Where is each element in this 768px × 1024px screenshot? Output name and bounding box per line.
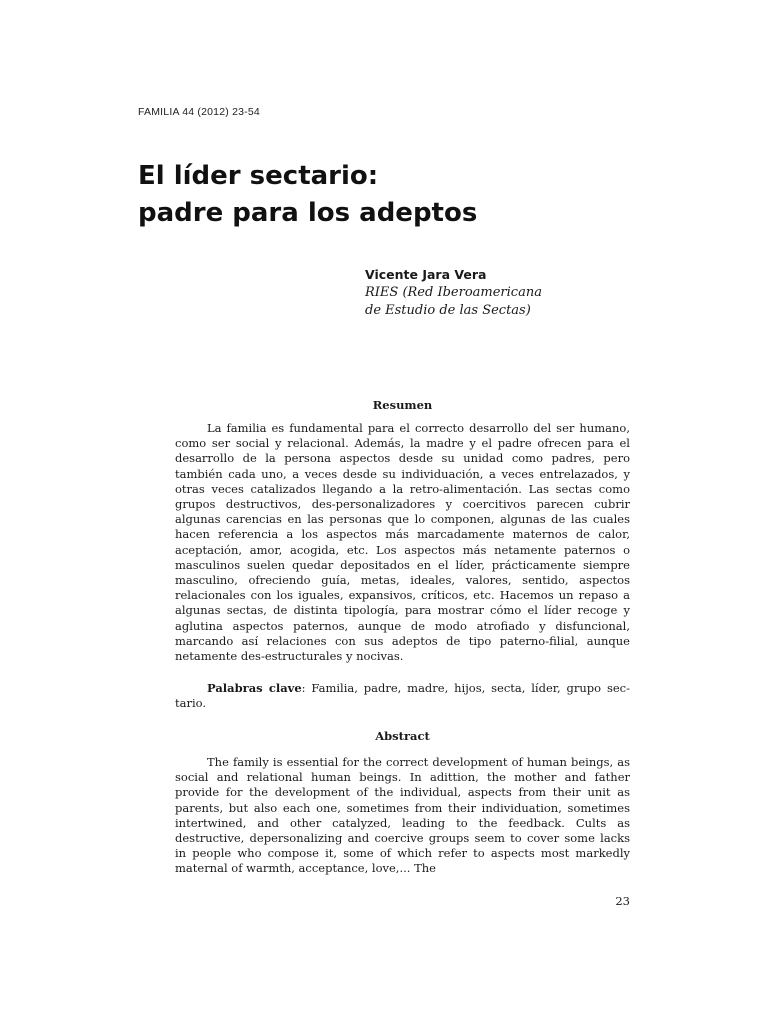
keywords-text: : Familia, padre, madre, hijos, secta, líder, grupo sectario.: [175, 681, 630, 711]
title-line-2: padre para los adeptos: [138, 198, 478, 228]
title-line-1: El líder sectario:: [138, 161, 379, 191]
page-number: 23: [615, 894, 630, 908]
abstract-body: [175, 755, 630, 877]
resumen-paragraph: La familia es fundamental para el correcto desarrollo del ser humano, como ser social y relacional. Además, la madre y el padre ofrecen para el desarrollo de la persona aspectos desde su unidad como padres, pero también cada uno, a veces desde su individuación, a veces entrelazados, y otras veces catalizados llegando a la retro-alimentación. Las sectas como grupos destructivos, des-personalizadores y coercitivos parecen cubrir algunas carencias en las personas que lo componen, algunas de las cuales hacen referencia a los aspectos más marcadamente maternos de calor, aceptación, amor, acogida, etc. Los aspectos más netamente paternos o masculinos suelen quedar depositados en el líder, prácticamente siempre masculino, ofreciendo guía, metas, ideales, valores, sentido, aspectos relacionales con los iguales, expansivos, críticos, etc. Hacemos un repaso a algunas sectas, de distinta tipología, para mostrar cómo el líder recoge y aglutina aspectos paternos, aunque de modo atrofiado y disfuncional, marcando así relaciones con sus adeptos de tipo paterno-filial, aunque netamente des-estructurales y nocivas.: [175, 421, 630, 664]
abstract-paragraph: The family is essential for the correct development of human beings, as social and relational human beings. In adittion, the mother and father provide for the development of the individual, aspects from their unit as parents, but also each one, sometimes from their individuation, sometimes intertwined, and other catalyzed, leading to the feedback. Cults as destructive, depersonalizing and coercive groups seem to cover some lacks in people who compose it, some of which refer to aspects most markedly maternal of warmth, acceptance, love,... The: [175, 755, 630, 876]
resumen-heading: Resumen: [372, 398, 433, 412]
resumen-body: [175, 421, 630, 664]
author-name: Vicente Jara Vera: [365, 267, 487, 282]
journal-reference: FAMILIA 44 (2012) 23-54: [138, 106, 260, 118]
keywords-block: [175, 681, 630, 711]
keywords-label: Palabras clave: [207, 681, 302, 695]
affiliation-line-1: RIES (Red Iberoamericana: [365, 285, 542, 300]
keywords-paragraph: [175, 681, 630, 711]
abstract-heading: Abstract: [375, 729, 430, 743]
article-title: [138, 158, 658, 232]
author-block: [365, 266, 542, 320]
affiliation-line-2: de Estudio de las Sectas): [365, 303, 531, 318]
